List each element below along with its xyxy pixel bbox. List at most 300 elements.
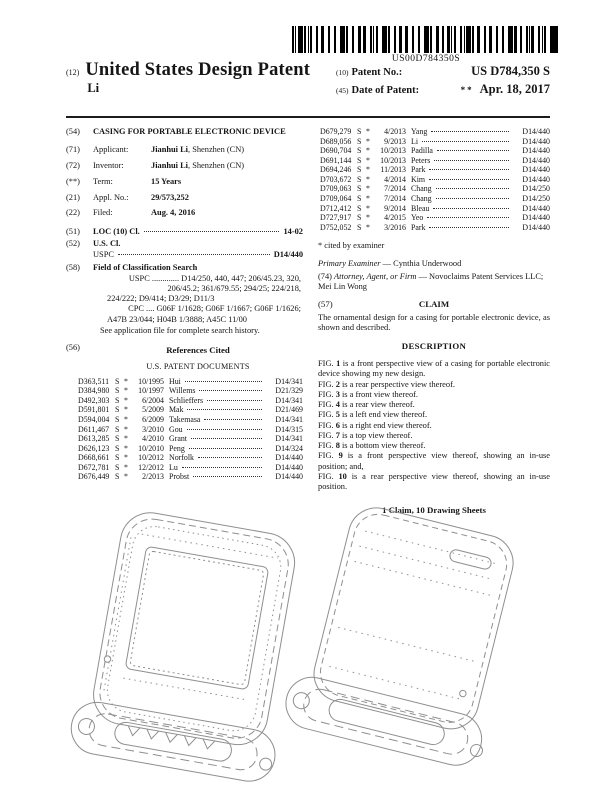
inventor-name: Jianhui Li	[151, 161, 189, 170]
ref-patent-number: D709,064	[320, 193, 352, 203]
figure-description-line	[318, 431, 550, 441]
term-field	[66, 177, 303, 187]
stitch-row-4	[338, 627, 475, 661]
primary-examiner-name: — Cynthia Underwood	[382, 259, 462, 269]
ref-examiner-star: *	[366, 155, 370, 165]
dotted-leader	[185, 381, 262, 382]
ref-date: 10/1995	[138, 376, 164, 386]
reference-row	[66, 463, 303, 473]
ref-inventor-name: Peng	[169, 443, 185, 453]
dotted-leader	[207, 400, 262, 401]
ref-kind-code: S	[115, 395, 120, 405]
reference-row	[318, 213, 550, 223]
fig-number: 5	[335, 410, 340, 420]
inventor-label: Inventor:	[93, 161, 124, 170]
field-tag: (52)	[66, 238, 80, 248]
dotted-leader	[193, 476, 262, 477]
us-class-label: U.S. Cl.	[93, 238, 121, 248]
ref-examiner-star: *	[366, 203, 370, 213]
ref-date: 10/1997	[138, 386, 164, 396]
reference-row	[66, 444, 303, 454]
dotted-leader	[182, 467, 262, 468]
ref-patent-number: D690,704	[320, 146, 352, 156]
fig-text: is a bottom view thereof.	[341, 441, 426, 451]
claim-heading: CLAIM	[418, 299, 450, 310]
fig-number: 4	[335, 400, 340, 410]
fig-label: FIG.	[318, 379, 334, 389]
cited-by-examiner-note: * cited by examiner	[318, 241, 385, 251]
fig-number: 8	[335, 441, 340, 451]
ref-date: 12/2012	[138, 462, 164, 472]
term-extension-stars: **	[460, 85, 474, 95]
term-label: Term:	[93, 176, 113, 186]
ref-examiner-star: *	[124, 414, 128, 424]
ref-class: D14/440	[522, 165, 550, 175]
ref-class: D14/440	[275, 462, 303, 472]
screen-inner-line	[130, 551, 264, 685]
figure-description-line	[318, 451, 550, 472]
ref-examiner-star: *	[124, 462, 128, 472]
classification-line: 224/222; D9/414; D3/29; D11/3	[107, 294, 215, 303]
loc-value: 14-02	[283, 226, 303, 236]
references-cited-heading: References Cited	[166, 345, 230, 355]
dotted-leader	[431, 131, 509, 132]
attorney-name: — Novoclaims Patent Services LLC; Mei Lin Wong	[318, 271, 544, 291]
field-tag: (51)	[66, 226, 80, 236]
ref-date: 10/2012	[138, 453, 164, 463]
ref-kind-code: S	[115, 405, 120, 415]
ref-class: D14/440	[522, 222, 550, 232]
reference-row	[66, 386, 303, 396]
ref-kind-code: S	[115, 434, 120, 444]
ref-kind-code: S	[115, 424, 120, 434]
header-divider	[66, 116, 550, 118]
ref-inventor-name: Padilla	[411, 146, 433, 156]
ref-patent-number: D727,917	[320, 213, 352, 223]
ref-inventor-name: Peters	[411, 155, 431, 165]
ref-inventor-name: Norfolk	[169, 453, 194, 463]
stitch-row-3	[355, 561, 491, 595]
ref-date: 9/2014	[384, 203, 406, 213]
attorney-label: Attorney, Agent, or Firm	[334, 271, 417, 281]
field-tag: (72)	[66, 161, 80, 170]
dotted-leader	[118, 254, 270, 255]
casing-outer-outline	[308, 502, 519, 735]
ref-date: 7/2014	[384, 184, 406, 194]
application-number-label: Appl. No.:	[93, 192, 129, 202]
ref-kind-code: S	[115, 472, 120, 482]
ref-class: D21/329	[275, 386, 303, 396]
ref-examiner-star: *	[366, 165, 370, 175]
figure-description-line	[318, 441, 550, 451]
barcode-icon	[292, 26, 560, 53]
ref-class: D14/440	[275, 453, 303, 463]
figure-description-line	[318, 390, 550, 400]
field-tag: (**)	[66, 176, 80, 186]
uspc-value: D14/440	[273, 250, 303, 259]
ref-patent-number: D668,661	[78, 453, 110, 463]
ref-date: 7/2014	[384, 193, 406, 203]
ref-kind-code: S	[115, 453, 120, 463]
fig-label: FIG.	[318, 430, 334, 440]
dotted-leader	[144, 231, 280, 232]
patent-number-label: Patent No.:	[351, 67, 403, 78]
fig-number: 10	[338, 471, 347, 481]
dotted-leader	[187, 429, 262, 430]
ref-class: D14/440	[522, 203, 550, 213]
stitch-row-1	[365, 531, 495, 563]
patent-date-row	[336, 82, 550, 97]
header-meta-block	[336, 61, 550, 100]
applicant-label: Applicant:	[93, 145, 129, 155]
application-number-field	[66, 193, 303, 203]
classification-line: A47B 23/044; H04B 1/3888; A45C 11/00	[107, 314, 247, 324]
ref-date: 6/2004	[142, 395, 164, 405]
field-tag: (56)	[66, 343, 80, 352]
dotted-leader	[198, 457, 262, 458]
base-right-grommet	[469, 743, 484, 758]
references-list-left	[66, 377, 303, 482]
fig-label: FIG.	[318, 441, 334, 451]
ref-kind-code: S	[357, 213, 362, 223]
ref-inventor-name: Park	[411, 222, 426, 232]
ref-examiner-star: *	[124, 424, 128, 434]
inventor-surname: Li	[87, 81, 100, 96]
dotted-leader	[429, 169, 509, 170]
ref-inventor-name: Yang	[411, 127, 428, 136]
loc-classification-field	[66, 227, 303, 237]
document-header	[66, 61, 550, 100]
primary-examiner-label: Primary Examiner	[318, 259, 381, 269]
ref-patent-number: D689,056	[320, 136, 352, 146]
fig-text: is a rear perspective view thereof, showing an in-use position.	[318, 471, 550, 492]
field-tag: (58)	[66, 263, 80, 273]
claim-heading-row	[318, 299, 550, 310]
button-detail	[104, 655, 111, 662]
ref-inventor-name: Gou	[169, 424, 183, 434]
ref-class: D14/440	[522, 127, 550, 136]
ref-examiner-star: *	[366, 184, 370, 194]
reference-row	[66, 377, 303, 387]
fig-text: is a left end view thereof.	[341, 410, 428, 420]
reference-row	[66, 396, 303, 406]
field-tag: (71)	[66, 145, 80, 155]
dotted-leader	[437, 150, 509, 151]
field-tag: (22)	[66, 208, 80, 218]
rear-perspective-figure	[280, 497, 533, 771]
right-column	[318, 127, 550, 516]
base-handle-cutout	[113, 721, 233, 763]
applicant-name: Jianhui Li	[151, 145, 189, 155]
fig-text: is a rear view thereof.	[341, 400, 415, 410]
reference-row	[66, 415, 303, 425]
application-number-value: 29/573,252	[151, 192, 189, 202]
ref-examiner-star: *	[366, 213, 370, 223]
fig-label: FIG.	[318, 389, 334, 399]
ref-class: D14/341	[275, 434, 303, 444]
ref-kind-code: S	[357, 184, 362, 194]
fig-label: FIG.	[318, 471, 334, 481]
references-cited-heading-row	[66, 343, 303, 377]
fig-text: is a front perspective view thereof, showing an in-use position; and,	[318, 451, 551, 471]
barcode-number: US00D784350S	[391, 54, 461, 64]
figure-description-line	[318, 410, 550, 420]
dotted-leader	[434, 160, 509, 161]
ref-patent-number: D679,279	[320, 127, 352, 136]
ref-patent-number: D384,980	[78, 386, 110, 396]
fig-text: is a right end view thereof.	[341, 420, 432, 430]
ref-date: 6/2009	[142, 414, 164, 424]
ref-examiner-star: *	[366, 146, 370, 156]
ref-date: 10/2010	[138, 443, 164, 453]
dotted-leader	[436, 198, 509, 199]
stitch-row-bottom	[123, 678, 246, 700]
reference-row	[66, 434, 303, 444]
ref-inventor-name: Park	[411, 165, 426, 175]
reference-row	[318, 223, 550, 233]
ref-inventor-name: Hui	[169, 376, 181, 386]
loc-label: LOC (10) Cl.	[93, 226, 140, 236]
ref-patent-number: D712,412	[320, 203, 352, 213]
bibliographic-columns	[66, 127, 550, 516]
dotted-leader	[429, 227, 509, 228]
ref-patent-number: D492,303	[78, 395, 110, 405]
dotted-leader	[187, 409, 262, 410]
kind-code-tag: (12)	[66, 68, 80, 77]
classification-line: USPC ............. D14/250, 440, 447; 206/45.23, 320,	[128, 273, 301, 283]
ref-examiner-star: *	[124, 472, 128, 482]
ref-examiner-star: *	[124, 405, 128, 415]
fig-label: FIG.	[318, 400, 334, 410]
ref-examiner-star: *	[124, 376, 128, 386]
ref-class: D14/315	[275, 424, 303, 434]
ref-examiner-star: *	[366, 136, 370, 146]
search-history-note: See application file for complete search history.	[100, 325, 260, 335]
dotted-leader	[204, 419, 262, 420]
ref-class: D14/440	[522, 146, 550, 156]
ref-inventor-name: Chang	[411, 193, 432, 203]
ref-kind-code: S	[115, 376, 120, 386]
reference-row	[318, 137, 550, 147]
ref-examiner-star: *	[124, 395, 128, 405]
ref-class: D14/440	[275, 472, 303, 482]
fig-text: is a rear perspective view thereof.	[341, 379, 455, 389]
field-of-search	[66, 263, 303, 343]
ref-date: 3/2010	[142, 424, 164, 434]
ref-date: 10/2013	[380, 155, 406, 165]
ref-inventor-name: Takemasa	[169, 414, 201, 424]
dotted-leader	[199, 390, 262, 391]
patent-number-row	[336, 64, 550, 79]
ref-inventor-name: Grant	[169, 434, 187, 444]
fig-number: 9	[338, 451, 343, 461]
invention-title-field	[66, 127, 303, 137]
ref-kind-code: S	[357, 165, 362, 175]
ref-kind-code: S	[357, 136, 362, 146]
fig-label: FIG.	[318, 451, 334, 461]
ref-class: D14/440	[522, 136, 550, 146]
base-handle-cutout	[327, 697, 447, 747]
claims-sheets-note: 1 Claim, 10 Drawing Sheets	[382, 505, 486, 516]
uspc-field	[66, 250, 303, 260]
ref-date: 9/2013	[384, 136, 406, 146]
ref-date: 2/2013	[142, 472, 164, 482]
claim-tag: (57)	[318, 299, 333, 310]
ref-patent-number: D626,123	[78, 443, 110, 453]
camera-slot	[449, 549, 493, 571]
reference-row	[318, 175, 550, 185]
stitch-row-2	[359, 546, 493, 579]
applicant-field	[66, 145, 303, 155]
patent-date-label: Date of Patent:	[351, 85, 420, 96]
ref-patent-number: D672,781	[78, 462, 110, 472]
figure-description-line	[318, 421, 550, 431]
ref-patent-number: D613,285	[78, 434, 110, 444]
ref-kind-code: S	[357, 193, 362, 203]
ref-patent-number: D752,052	[320, 222, 352, 232]
ref-inventor-name: Probst	[169, 472, 190, 482]
us-patent-documents-heading: U.S. PATENT DOCUMENTS	[146, 361, 250, 371]
patent-number-tag: (10)	[336, 68, 349, 77]
reference-row	[318, 194, 550, 204]
ref-kind-code: S	[115, 462, 120, 472]
ref-date: 5/2009	[142, 405, 164, 415]
figure-description-line	[318, 472, 550, 493]
ref-inventor-name: Yeo	[411, 213, 424, 223]
ref-class: D14/324	[275, 443, 303, 453]
fig-text: is a top view thereof.	[341, 430, 413, 440]
figure-description-line	[318, 400, 550, 410]
barcode-block	[292, 26, 560, 64]
ref-class: D14/440	[522, 174, 550, 184]
dotted-leader	[191, 438, 262, 439]
patent-drawing	[0, 494, 600, 800]
button-detail	[459, 690, 467, 698]
term-value: 15 Years	[151, 176, 182, 186]
inventor-location: , Shenzhen (CN)	[188, 161, 245, 170]
fig-text: is a front view thereof.	[341, 389, 419, 399]
ref-date: 4/2015	[384, 213, 406, 223]
ref-kind-code: S	[357, 127, 362, 136]
dotted-leader	[436, 188, 509, 189]
attorney-line	[318, 272, 550, 293]
ref-date: 4/2014	[384, 174, 406, 184]
ref-examiner-star: *	[366, 193, 370, 203]
ref-class: D14/250	[522, 184, 550, 194]
reference-row	[318, 204, 550, 214]
ref-kind-code: S	[357, 174, 362, 184]
ref-examiner-star: *	[366, 222, 370, 232]
ref-inventor-name: Li	[411, 136, 419, 146]
ref-class: D14/250	[522, 193, 550, 203]
ref-kind-code: S	[357, 203, 362, 213]
claim-text: The ornamental design for a casing for portable electronic device, as shown and described.	[318, 312, 550, 333]
ref-patent-number: D703,672	[320, 174, 352, 184]
description-heading: DESCRIPTION	[401, 341, 467, 352]
reference-row	[318, 184, 550, 194]
classification-line: CPC .... G06F 1/1628; G06F 1/1667; G06F 1/1626;	[128, 304, 301, 314]
invention-title: CASING FOR PORTABLE ELECTRONIC DEVICE	[93, 127, 286, 136]
ref-inventor-name: Lu	[169, 462, 178, 472]
filed-field	[66, 208, 303, 218]
ref-examiner-star: *	[124, 434, 128, 444]
ref-kind-code: S	[115, 414, 120, 424]
ref-kind-code: S	[357, 222, 362, 232]
base-outline	[280, 672, 487, 771]
attorney-tag: (74)	[318, 271, 332, 281]
fig-label: FIG.	[318, 410, 334, 420]
ref-patent-number: D594,004	[78, 414, 110, 424]
field-of-search-lines	[93, 274, 303, 325]
classification-line: 206/45.2; 361/679.55; 294/25; 224/218,	[167, 283, 301, 293]
ref-inventor-name: Schlieffers	[169, 395, 204, 405]
ref-kind-code: S	[115, 386, 120, 396]
fig-number: 6	[335, 420, 340, 430]
ref-inventor-name: Mak	[169, 405, 184, 415]
reference-row	[66, 472, 303, 482]
reference-row	[318, 156, 550, 166]
ref-patent-number: D694,246	[320, 165, 352, 175]
field-tag-empty	[66, 250, 93, 260]
ref-patent-number: D591,801	[78, 405, 110, 415]
ref-inventor-name: Chang	[411, 184, 432, 194]
stitch-row-5	[329, 666, 463, 699]
ref-date: 4/2010	[142, 434, 164, 444]
base-zigzag-tread	[127, 726, 215, 750]
fig-number: 7	[335, 430, 340, 440]
figure-descriptions	[318, 359, 550, 492]
field-of-search-label: Field of Classification Search	[93, 263, 198, 273]
dotted-leader	[433, 208, 509, 209]
dotted-leader	[189, 448, 262, 449]
figure-description-line	[318, 380, 550, 390]
inventor-field	[66, 161, 303, 171]
ref-class: D14/341	[275, 376, 303, 386]
ref-date: 10/2013	[380, 146, 406, 156]
header-title-block	[66, 61, 310, 100]
ref-examiner-star: *	[124, 453, 128, 463]
ref-examiner-star: *	[366, 127, 370, 136]
figure-description-line	[318, 359, 550, 380]
screen-opening	[125, 546, 269, 690]
ref-examiner-star: *	[124, 386, 128, 396]
field-tag: (21)	[66, 192, 80, 202]
patent-date-tag: (45)	[336, 86, 349, 95]
ref-date: 4/2013	[384, 127, 406, 136]
uspc-label: USPC	[93, 250, 114, 259]
reference-row	[66, 405, 303, 415]
ref-class: D14/341	[275, 395, 303, 405]
ref-date: 11/2013	[380, 165, 406, 175]
field-tag: (54)	[66, 127, 80, 136]
casing-outer-outline	[89, 508, 299, 749]
reference-row	[66, 425, 303, 435]
ref-inventor-name: Willems	[169, 386, 196, 396]
ref-kind-code: S	[357, 146, 362, 156]
ref-patent-number: D691,144	[320, 155, 352, 165]
front-perspective-figure	[67, 505, 313, 785]
us-class-field	[66, 239, 303, 249]
reference-row	[66, 453, 303, 463]
casing-scalloped-border	[96, 515, 293, 742]
fig-number: 2	[335, 379, 340, 389]
filed-label: Filed:	[93, 208, 113, 218]
fig-text: is a front perspective view of a casing for portable electronic device showing my new design.	[318, 359, 551, 379]
fig-number: 1	[336, 359, 341, 369]
ref-patent-number: D676,449	[78, 472, 110, 482]
stitch-column-left	[104, 537, 131, 693]
ref-kind-code: S	[357, 155, 362, 165]
